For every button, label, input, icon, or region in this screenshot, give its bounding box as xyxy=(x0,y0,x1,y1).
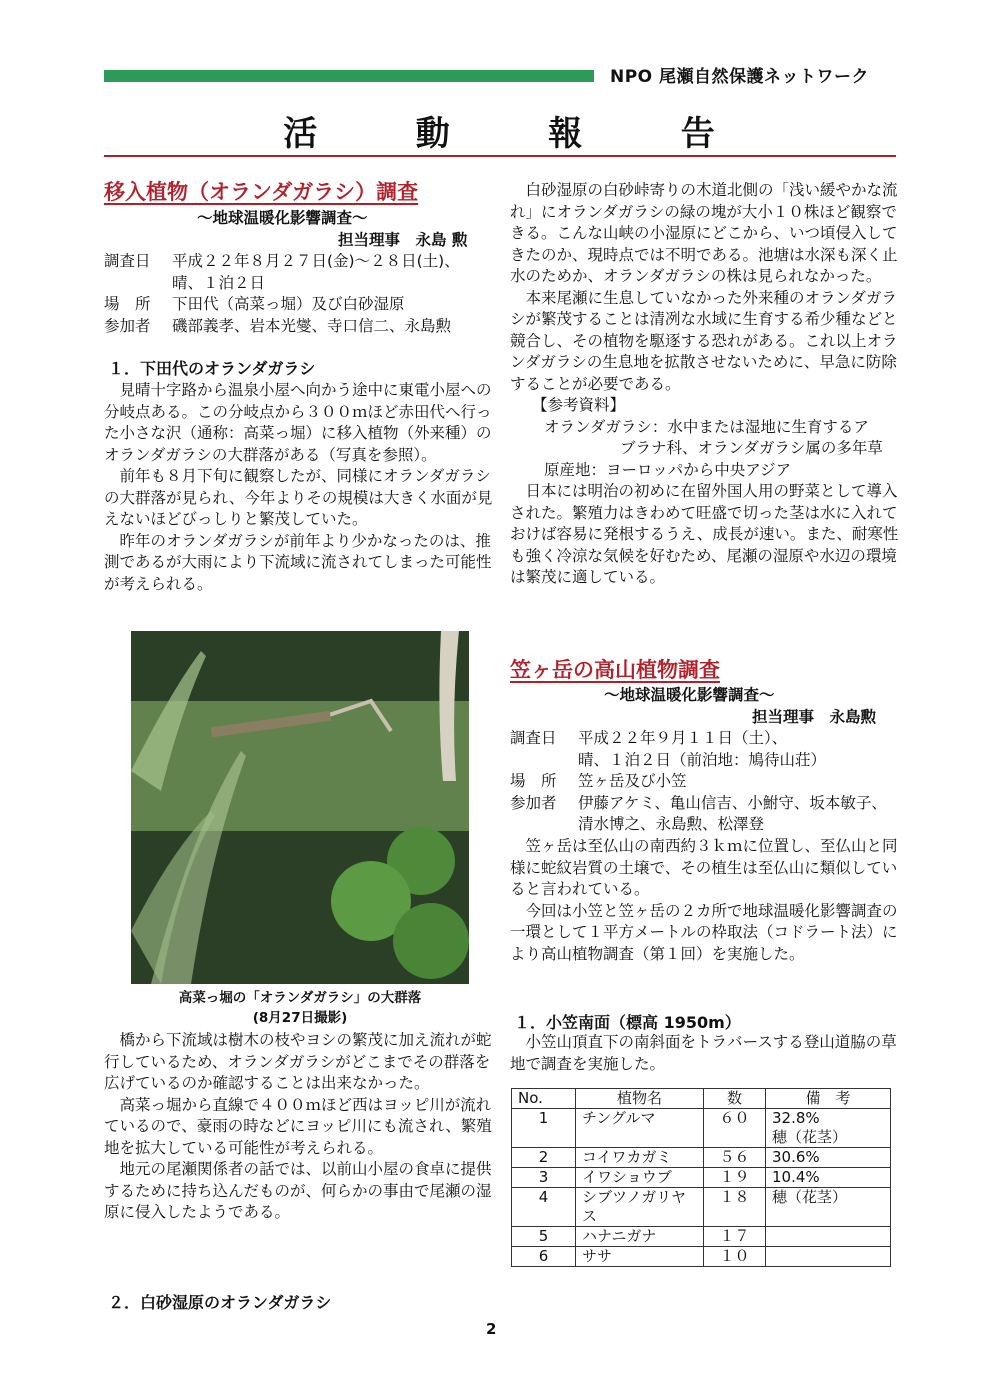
article1-section1-body xyxy=(104,380,496,595)
info-value: 笠ヶ岳及び小笠 xyxy=(578,772,687,790)
paragraph: 日本には明治の初めに在留外国人用の野菜として導入された。繁殖力はきわめて旺盛で切った茎は水に入れておけば容易に発根するうえ、成長が速い。また、耐寒性も強く冷涼な気候を好むため、尾瀬の湿原や水辺の環境は繁茂に適している。 xyxy=(510,482,899,586)
title-char: 告 xyxy=(680,114,715,154)
title-char: 動 xyxy=(415,114,450,154)
page-number: 2 xyxy=(486,1320,497,1338)
section-heading: ２．白砂湿原のオランダガラシ xyxy=(108,1293,332,1312)
paragraph: 本来尾瀬に生息していなかった外来種のオランダガラシが繁茂することは清冽な水域に生育する希少種などと競合し、その植物を駆逐する恐れがある。これ以上オランダガラシの生息地を拡散させないために、早急に防除することが必要である。 xyxy=(510,288,898,393)
cell-no: 1 xyxy=(512,1109,576,1148)
page-title xyxy=(104,106,894,154)
article2-info xyxy=(510,728,900,836)
paragraph: 見晴十字路から温泉小屋へ向かう途中に東電小屋への分岐点ある。この分岐点から３００ｍほど赤田代へ行った小さな沢（通称：高菜っ堀）に移入植物（外来種）のオランダガラシの大群落がある（写真を参照）。 xyxy=(104,381,492,464)
header-green-bar xyxy=(104,70,594,82)
article2-subtitle: ～地球温暖化影響調査～ xyxy=(604,686,775,704)
cell-name: ハナニガナ xyxy=(576,1227,704,1247)
cell-count: １７ xyxy=(704,1227,766,1247)
column-header: 数 xyxy=(704,1089,766,1109)
table-row xyxy=(512,1227,891,1247)
cell-no: 6 xyxy=(512,1247,576,1267)
reference-heading: 【参考資料】 xyxy=(532,396,626,414)
cell-no: 3 xyxy=(512,1168,576,1188)
article2-title: 笠ヶ岳の高山植物調査 xyxy=(510,658,720,682)
info-value: 晴、１泊２日 xyxy=(172,273,266,292)
column-header: 備 考 xyxy=(766,1089,891,1109)
article1-section2-body xyxy=(510,180,900,589)
info-value: 磯部義孝、岩本光燮、寺口信二、永島勲 xyxy=(172,316,452,335)
photo-caption xyxy=(104,988,496,1028)
paragraph: 今回は小笠と笠ヶ岳の２カ所で地球温暖化影響調査の一環として１平方メートルの枠取法（コドラート法）により高山植物調査（第１回）を実施した。 xyxy=(510,901,898,963)
info-label: 場 所 xyxy=(510,772,557,790)
info-label: 場 所 xyxy=(104,295,151,313)
cell-count: ６０ xyxy=(704,1109,766,1148)
table-row xyxy=(512,1188,891,1227)
cell-name: ササ xyxy=(576,1247,704,1267)
caption-line: 高菜っ堀の「オランダガラシ」の大群落 xyxy=(178,990,422,1006)
table-row xyxy=(512,1148,891,1168)
title-char: 活 xyxy=(283,114,318,154)
paragraph: 昨年のオランダガラシが前年より少かなったのは、推測であるが大雨により下流域に流されてしまった可能性が考えられる。 xyxy=(104,531,492,593)
section-heading: １．下田代のオランダガラシ xyxy=(108,359,316,378)
article1-author: 担当理事 永島 勲 xyxy=(338,231,468,249)
cell-count: １０ xyxy=(704,1247,766,1267)
cell-note: 32.8% 穂（花茎） xyxy=(766,1109,891,1148)
article1-section1-body-continued xyxy=(104,1030,496,1224)
article1-subtitle: ～地球温暖化影響調査～ xyxy=(197,209,368,227)
paragraph: 地元の尾瀬関係者の話では、以前山小屋の食卓に提供するために持ち込んだものが、何らかの事由で尾瀬の湿原に侵入したようである。 xyxy=(104,1160,492,1221)
cell-note xyxy=(766,1247,891,1267)
column-header: No. xyxy=(512,1089,576,1109)
caption-line: (8月27日撮影) xyxy=(252,1010,348,1026)
cell-note: 穂（花茎） xyxy=(766,1188,891,1227)
info-value: 伊藤アケミ、亀山信吉、小鮒守、坂本敏子、清水博之、永島勲、松澤登 xyxy=(578,793,887,833)
title-char: 報 xyxy=(548,114,583,154)
article2-author: 担当理事 永島勲 xyxy=(752,708,877,726)
plant-survey-table xyxy=(511,1088,891,1267)
article1-info xyxy=(104,251,484,337)
cell-no: 2 xyxy=(512,1148,576,1168)
paragraph: 小笠山頂直下の南斜面をトラバースする登山道脇の草地で調査を実施した。 xyxy=(510,1033,897,1073)
photo-watercress-colony xyxy=(131,631,469,984)
paragraph: 橋から下流域は樹木の枝やヨシの繁茂に加え流れが蛇行しているため、オランダガラシがどこまでその群落を広げているのか確認することは出来なかった。 xyxy=(104,1031,492,1092)
info-label: 参加者 xyxy=(510,793,557,812)
reference-line: ブラナ科、オランダガラシ属の多年草 xyxy=(620,439,883,457)
section-heading: １．小笠南面（標高 1950m） xyxy=(514,1013,741,1032)
cell-note xyxy=(766,1227,891,1247)
info-value: 平成２２年９月１１日（土）、 xyxy=(578,729,788,747)
info-label: 調査日 xyxy=(104,252,151,270)
cell-count: １８ xyxy=(704,1188,766,1227)
column-header: 植物名 xyxy=(576,1089,704,1109)
info-label: 参加者 xyxy=(104,316,151,335)
info-value: 平成２２年８月２７日(金)～２８日(土)、 xyxy=(172,252,460,270)
info-label xyxy=(510,750,578,772)
article2-body xyxy=(510,836,900,965)
cell-note: 30.6% xyxy=(766,1148,891,1168)
plant-table-wrapper xyxy=(511,1088,891,1267)
info-value: 晴、１泊２日（前泊地：鳩待山荘） xyxy=(578,750,827,769)
paragraph: 白砂湿原の白砂峠寄りの木道北側の「浅い緩やかな流れ」にオランダガラシの緑の塊が大小１０株ほど観察できる。こんな山峡の小湿原にどこから、いつ頃侵入してきたのか、現時点では不明である。池塘は水深も深く止水のためか、オランダガラシの株は見られなかった。 xyxy=(510,181,898,285)
paragraph: 前年も８月下旬に観察したが、同様にオランダガラシの大群落が見られ、今年よりその規模は大きく水面が見えないほどびっしりと繁茂していた。 xyxy=(104,467,493,528)
table-row xyxy=(512,1109,891,1148)
organization-name: NPO 尾瀬自然保護ネットワーク xyxy=(610,67,870,87)
info-label xyxy=(104,273,172,295)
cell-note: 10.4% xyxy=(766,1168,891,1188)
reference-line: 原産地：ヨーロッパから中央アジア xyxy=(544,460,792,479)
cell-count: １９ xyxy=(704,1168,766,1188)
table-row xyxy=(512,1168,891,1188)
table-row xyxy=(512,1247,891,1267)
info-value: 下田代（高菜っ堀）及び白砂湿原 xyxy=(172,295,405,313)
cell-count: ５６ xyxy=(704,1148,766,1168)
cell-name: シブツノガリヤス xyxy=(576,1188,704,1227)
cell-name: コイワカガミ xyxy=(576,1148,704,1168)
paragraph: 笠ヶ岳は至仏山の南西約３ｋｍに位置し、至仏山と同様に蛇紋岩質の土壌で、その植生は至仏山に類似していると言われている。 xyxy=(510,837,898,898)
article1-title: 移入植物（オランダガラシ）調査 xyxy=(104,180,419,204)
cell-name: チングルマ xyxy=(576,1109,704,1148)
table-header-row xyxy=(512,1089,891,1109)
cell-no: 5 xyxy=(512,1227,576,1247)
cell-no: 4 xyxy=(512,1188,576,1227)
article2-section1-body xyxy=(510,1032,900,1075)
title-rule xyxy=(104,155,896,157)
reference-line: オランダガラシ：水中または湿地に生育するア xyxy=(544,417,869,436)
cell-name: イワショウブ xyxy=(576,1168,704,1188)
info-label: 調査日 xyxy=(510,729,557,747)
paragraph: 高菜っ堀から直線で４００ｍほど西はヨッピ川が流れているので、豪雨の時などにヨッピ川にも流され、繁殖地を拡大している可能性が考えられる。 xyxy=(104,1095,492,1157)
